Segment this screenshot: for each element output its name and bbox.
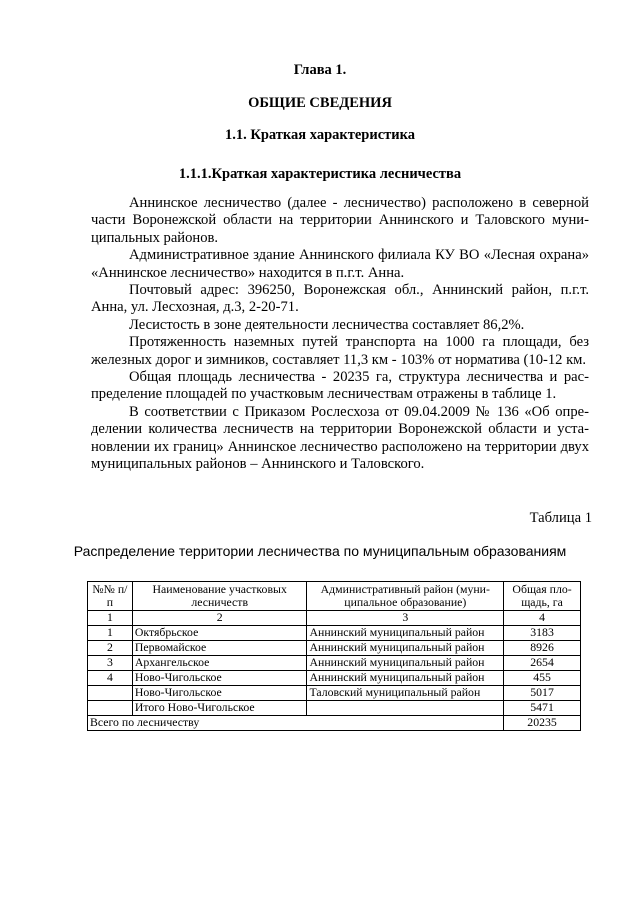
distribution-table (87, 581, 581, 731)
table-row (88, 656, 581, 671)
column-number-row (88, 611, 581, 626)
table-total-row (88, 716, 581, 731)
column-number-cell: 2 (132, 611, 307, 626)
table-cell: 1 (88, 626, 133, 641)
table-cell: Таловский муниципальный район (307, 686, 504, 701)
table-cell: Аннинский муниципальный район (307, 671, 504, 686)
table-header-row (88, 582, 581, 611)
column-number-cell: 3 (307, 611, 504, 626)
subsection-heading: 1.1. Краткая характеристика (224, 127, 416, 143)
paragraph: Лесистость в зоне деятельности лесничества составляет 86,2%. (129, 316, 525, 333)
table-row (88, 641, 581, 656)
table-cell: 3183 (504, 626, 581, 641)
table-cell: Итого Ново-Чигольское (132, 701, 307, 716)
section-title: ОБЩИЕ СВЕДЕНИЯ (248, 95, 392, 111)
total-value-cell: 20235 (504, 716, 581, 731)
total-label-cell: Всего по лесничеству (88, 716, 504, 731)
table-cell (88, 686, 133, 701)
subsubsection-heading: 1.1.1.Краткая характеристика лесничества (178, 166, 462, 182)
table-cell: 455 (504, 671, 581, 686)
chapter-heading: Глава 1. (293, 62, 347, 78)
table-cell: 8926 (504, 641, 581, 656)
header-cell: Наименование участковых лесничеств (132, 582, 307, 611)
table-caption: Распределение территории лесничества по муниципальным образованиям (73, 543, 567, 559)
table-cell: 3 (88, 656, 133, 671)
body-text (91, 195, 589, 474)
table-cell (88, 701, 133, 716)
header-cell: №№ п/п (88, 582, 133, 611)
header-cell: Общая площадь, га (504, 582, 581, 611)
table-cell: Ново-Чигольское (132, 671, 307, 686)
table-cell: Ново-Чигольское (132, 686, 307, 701)
paragraph: Общая площадь лесничества - 20235 га, структура лесничества и распределение площадей по участковым лесничествам отражены в таблице 1. (91, 369, 589, 403)
table-row (88, 671, 581, 686)
column-number-cell: 4 (504, 611, 581, 626)
table-cell: Октябрьское (132, 626, 307, 641)
table-row (88, 626, 581, 641)
column-number-cell: 1 (88, 611, 133, 626)
table-cell: 5017 (504, 686, 581, 701)
table-cell: 2 (88, 641, 133, 656)
table-cell: Первомайское (132, 641, 307, 656)
header-cell: Административный район (муниципальное образование) (307, 582, 504, 611)
table-cell: 2654 (504, 656, 581, 671)
table-cell: Аннинский муниципальный район (307, 656, 504, 671)
paragraph: В соответствии с Приказом Рослесхоза от 09.04.2009 № 136 «Об определении количества лесничеств на территории Воронежской области и установлении их границ» Аннинское лесничество расположено на территории двух муниципальных районов – Аннинского и Таловского. (91, 403, 589, 473)
table-row (88, 686, 581, 701)
table-cell (307, 701, 504, 716)
table-number: Таблица 1 (529, 510, 592, 526)
table-cell: 5471 (504, 701, 581, 716)
table-cell: Архангельское (132, 656, 307, 671)
table-cell: Аннинский муниципальный район (307, 626, 504, 641)
paragraph: Почтовый адрес: 396250, Воронежская обл., Аннинский район, п.г.т. Анна, ул. Лесхозная, д.3, 2-20-71. (91, 282, 589, 316)
paragraph: Протяженность наземных путей транспорта на 1000 га площади, без железных дорог и зимников, составляет 11,3 км - 103% от норматива (10-12 км. (91, 334, 589, 368)
table-cell: 4 (88, 671, 133, 686)
table-cell: Аннинский муниципальный район (307, 641, 504, 656)
paragraph: Административное здание Аннинского филиала КУ ВО «Лесная охрана» «Аннинское лесничество» находится в п.г.т. Анна. (91, 247, 589, 281)
table-row (88, 701, 581, 716)
paragraph: Аннинское лесничество (далее - лесничество) расположено в северной части Воронежской области на территории Аннинского и Таловского муниципальных районов. (91, 195, 589, 246)
